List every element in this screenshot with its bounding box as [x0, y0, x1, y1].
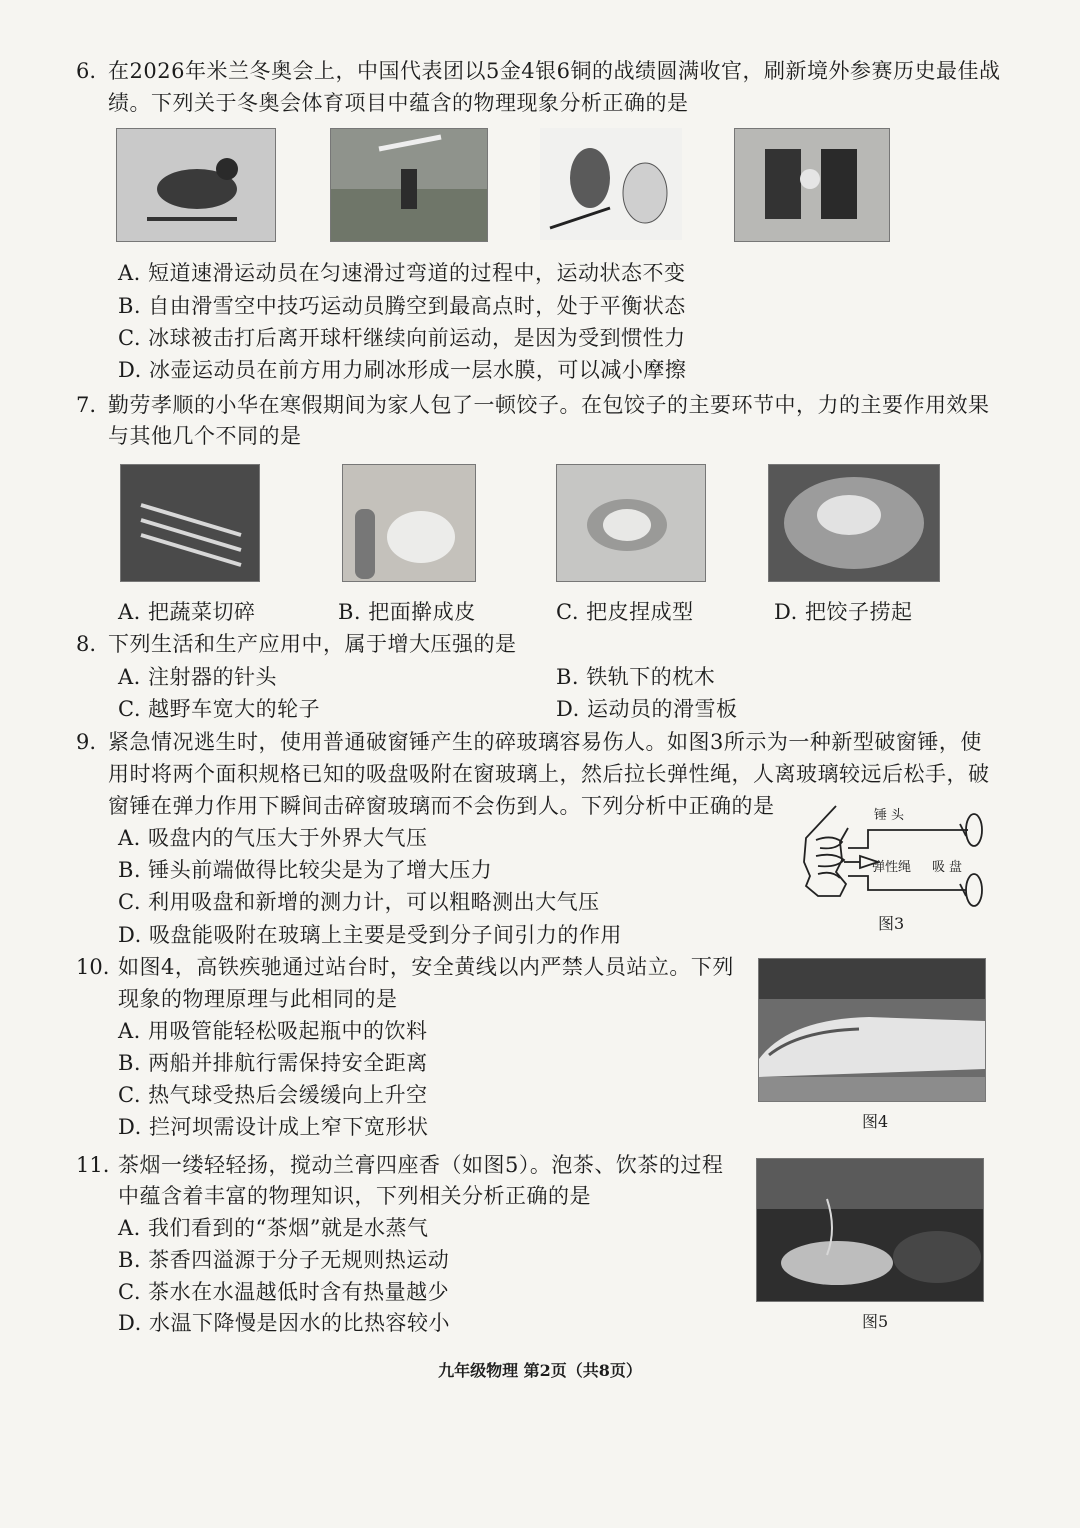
- q11-number: 11.: [76, 1153, 110, 1177]
- cutting-vegetables-photo: [120, 464, 260, 582]
- q10-option-a: A. 用吸管能轻松吸起瓶中的饮料: [118, 1019, 428, 1043]
- q7-option-c: C. 把皮捏成型: [556, 600, 694, 624]
- q7-number: 7.: [76, 393, 97, 417]
- q6-number: 6.: [76, 59, 97, 83]
- q11-stem-line2: 中蕴含着丰富的物理知识，下列相关分析正确的是: [118, 1184, 591, 1208]
- label-hammer-head: 锤头: [874, 808, 909, 823]
- q6-option-a: A. 短道速滑运动员在匀速滑过弯道的过程中，运动状态不变: [118, 261, 686, 285]
- q9-option-a: A. 吸盘内的气压大于外界大气压: [118, 826, 428, 850]
- q7-option-d: D. 把饺子捞起: [774, 600, 913, 624]
- q11-option-a: A. 我们看到的“茶烟”就是水蒸气: [118, 1216, 429, 1240]
- q11-option-b: B. 茶香四溢源于分子无规则热运动: [118, 1248, 450, 1272]
- tea-pouring-photo: [756, 1158, 984, 1302]
- q9-number: 9.: [76, 730, 97, 754]
- q10-number: 10.: [76, 955, 110, 979]
- q8-option-b: B. 铁轨下的枕木: [556, 665, 716, 689]
- curling-photo: [734, 128, 890, 242]
- figure5-caption: 图5: [862, 1312, 889, 1331]
- label-elastic-rope: 弹性绳: [872, 860, 912, 875]
- page-footer: 九年级物理 第2页（共8页）: [438, 1361, 642, 1380]
- q9-option-b: B. 锤头前端做得比较尖是为了增大压力: [118, 858, 493, 882]
- figure4-caption: 图4: [862, 1112, 889, 1131]
- q6-option-b: B. 自由滑雪空中技巧运动员腾空到最高点时，处于平衡状态: [118, 294, 686, 318]
- q7-stem-line2: 与其他几个不同的是: [108, 424, 302, 448]
- q9-option-c: C. 利用吸盘和新增的测力计，可以粗略测出大气压: [118, 890, 600, 914]
- q7-option-b: B. 把面擀成皮: [338, 600, 476, 624]
- q8-option-a: A. 注射器的针头: [118, 665, 278, 689]
- speed-skating-photo: [116, 128, 276, 242]
- q8-option-c: C. 越野车宽大的轮子: [118, 697, 321, 721]
- q6-option-c: C. 冰球被击打后离开球杆继续向前运动，是因为受到惯性力: [118, 326, 686, 350]
- q9-stem-line3: 窗锤在弹力作用下瞬间击碎窗玻璃而不会伤到人。下列分析中正确的是: [108, 794, 775, 818]
- q8-option-d: D. 运动员的滑雪板: [556, 697, 738, 721]
- q10-option-d: D. 拦河坝需设计成上窄下宽形状: [118, 1115, 429, 1139]
- ice-hockey-photo: [540, 128, 682, 240]
- q10-option-b: B. 两船并排航行需保持安全距离: [118, 1051, 428, 1075]
- q7-option-a: A. 把蔬菜切碎: [118, 600, 256, 624]
- q11-stem-line1: 茶烟一缕轻轻扬，搅动兰膏四座香（如图5）。泡茶、饮茶的过程: [118, 1153, 724, 1177]
- pinching-dumpling-photo: [556, 464, 706, 582]
- q6-option-d: D. 冰壶运动员在前方用力刷冰形成一层水膜，可以减小摩擦: [118, 358, 687, 382]
- q8-stem: 下列生活和生产应用中，属于增大压强的是: [108, 632, 517, 656]
- q6-stem-line2: 绩。下列关于冬奥会体育项目中蕴含的物理现象分析正确的是: [108, 91, 689, 115]
- figure3-caption: 图3: [878, 914, 905, 933]
- aerial-skiing-photo: [330, 128, 488, 242]
- high-speed-train-photo: [758, 958, 986, 1102]
- q10-stem-line2: 现象的物理原理与此相同的是: [118, 987, 398, 1011]
- q9-stem-line1: 紧急情况逃生时，使用普通破窗锤产生的碎玻璃容易伤人。如图3所示为一种新型破窗锤，使: [108, 730, 982, 754]
- rolling-dough-photo: [342, 464, 476, 582]
- scooping-dumplings-photo: [768, 464, 940, 582]
- q9-option-d: D. 吸盘能吸附在玻璃上主要是受到分子间引力的作用: [118, 923, 622, 947]
- q6-stem-line1: 在2026年米兰冬奥会上，中国代表团以5金4银6铜的战绩圆满收官，刷新境外参赛历史最佳战: [108, 59, 1001, 83]
- q11-option-c: C. 茶水在水温越低时含有热量越少: [118, 1280, 450, 1304]
- q8-number: 8.: [76, 632, 97, 656]
- label-suction-cup: 吸盘: [932, 860, 967, 875]
- q9-stem-line2: 用时将两个面积规格已知的吸盘吸附在窗玻璃上，然后拉长弹性绳，人离玻璃较远后松手，破: [108, 762, 990, 786]
- q11-option-d: D. 水温下降慢是因水的比热容较小: [118, 1311, 450, 1335]
- q10-option-c: C. 热气球受热后会缓缓向上升空: [118, 1083, 428, 1107]
- q10-stem-line1: 如图4，高铁疾驰通过站台时，安全黄线以内严禁人员站立。下列: [118, 955, 734, 979]
- q7-stem-line1: 勤劳孝顺的小华在寒假期间为家人包了一顿饺子。在包饺子的主要环节中，力的主要作用效果: [108, 393, 990, 417]
